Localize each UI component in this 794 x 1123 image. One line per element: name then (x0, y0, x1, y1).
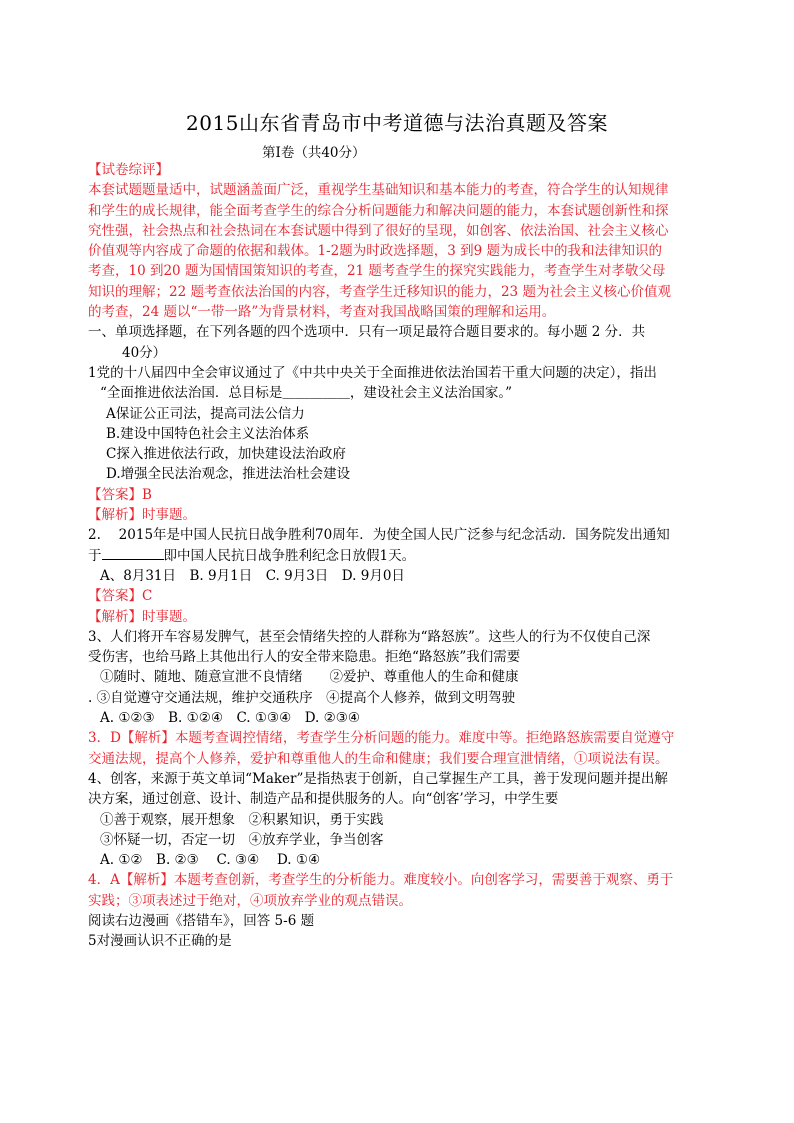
q3-options: A. ①②③ B. ①②④ C. ①③④ D. ②③④ (100, 710, 360, 727)
review-text-line: 价值观等内容成了命题的依据和载体。1-2题为时政选择题，3 到9 题为成长中的我和法律知识的 (88, 243, 662, 260)
section-heading-cont: 40分） (122, 344, 167, 361)
q3-items-cont: . ③自觉遵守交通法规，维护交通秩序 ④提高个人修养，做到文明驾驶 (88, 689, 516, 706)
q4-options: A. ①② B. ②③ C. ③④ D. ①④ (100, 852, 321, 869)
review-text-line: 考查，10 到20 题为国情国策知识的考查，21 题考查学生的探究实践能力，考查学生对孝敬父母 (88, 263, 666, 280)
q4-stem: 4、创客，来源于英文单词“Maker”是指热衷于创新，自己掌握生产工具，善于发现问题并提出解 (88, 770, 668, 787)
q3-answer-cont: 交通法规，提高个人修养，爱护和尊重他人的生命和健康；我们要合理宣泄情绪，①项说法有误。 (88, 750, 669, 767)
q2-stem-cont (88, 546, 710, 566)
q4-answer: 4．A【解析】本题考查创新，考查学生的分析能力。难度较小。向创客学习，需要善于观察、勇于 (88, 872, 674, 889)
q2-stem: 2. 2015年是中国人民抗日战争胜利70周年．为使全国人民广泛参与纪念活动．国务院发出通知 (88, 527, 670, 544)
review-header: 【试卷综评】 (88, 162, 169, 178)
q1-option-b: B.建设中国特色社会主义法治体系 (106, 425, 310, 442)
q4-answer-cont: 实践；③项表述过于绝对，④项放弃学业的观点错误。 (88, 892, 412, 909)
q2-options: A、8月31日 B. 9月1日 C. 9月3日 D. 9月0日 (100, 567, 405, 584)
review-text-line: 本套试题题量适中，试题涵盖面广泛，重视学生基础知识和基本能力的考查，符合学生的认知规律 (88, 182, 669, 199)
document-body (88, 160, 710, 952)
review-text-line: 和学生的成长规律，能全面考查学生的综合分析问题能力和解决问题的能力，本套试题创新性和探 (88, 202, 669, 219)
q2-blank (102, 547, 164, 560)
section-heading: 一、单项选择题，在下列各题的四个选项中．只有一项足最符合题目要求的。每小题 2 分．共 (88, 324, 646, 341)
q4-items-cont: ③怀疑一切，否定一切 ④放弃学业，争当创客 (100, 831, 384, 848)
q2-prefix: 于 (88, 547, 102, 564)
q1-stem-cont: “全面推进依法治国．总目标是＿＿＿＿＿，建设社会主义法治国家。” (100, 385, 513, 402)
q2-suffix: 即中国人民抗日战争胜利纪念日放假1天。 (163, 547, 416, 564)
section-subtitle: 第Ⅰ卷（共40分） (262, 145, 366, 161)
review-text-line: 的考查，24 题以“一带一路”为背景材料，考查对我国战略国策的理解和运用。 (88, 304, 556, 321)
q1-option-a: A保证公正司法，提高司法公信力 (106, 405, 305, 422)
q3-stem: 3、人们将开车容易发脾气，甚至会情绪失控的人群称为“路怒族”。这些人的行为不仅使自己深 (88, 628, 651, 645)
q2-answer: 【答案】C (88, 588, 153, 605)
q4-items: ①善于观察，展开想象 ②积累知识，勇于实践 (100, 811, 384, 828)
q5-stem: 5对漫画认识不正确的是 (88, 933, 232, 950)
q1-option-d: D.增强全民法治观念，推进法治杜会建设 (106, 466, 351, 483)
review-text-line: 知识的理解；22 题考查依法治国的内容，考查学生迁移知识的能力，23 题为社会主义核心价值观 (88, 283, 671, 300)
q4-stem-cont: 决方案，通过创意、设计、制造产品和提供服务的人。向“创客’学习，中学生要 (88, 791, 559, 808)
q1-analysis: 【解析】时事题。 (88, 507, 196, 524)
q1-answer: 【答案】B (88, 486, 152, 503)
q2-analysis: 【解析】时事题。 (88, 608, 196, 625)
q1-stem: 1党的十八届四中全会审议通过了《中共中央关于全面推进依法治国若干重大问题的决定），指出 (88, 364, 657, 381)
page-title: 2015山东省青岛市中考道德与法治真题及答案 (186, 111, 608, 135)
q3-answer: 3．D【解析】本题考查调控情绪，考查学生分析问题的能力。难度中等。拒绝路怒族需要自觉遵守 (88, 730, 675, 747)
q3-items: ①随时、随地、随意宣泄不良情绪 ②爱护、尊重他人的生命和健康 (100, 669, 519, 686)
reading-instruction: 阅读右边漫画《搭错车》，回答 5-6 题 (88, 912, 315, 929)
q1-option-c: C探入推进依法行政，加快建设法治政府 (106, 446, 346, 463)
review-text-line: 究性强，社会热点和社会热词在本套试题中得到了很好的呈现，如创客、依法治国、社会主义核心 (88, 222, 669, 239)
q3-stem-cont: 受伤害，也给马路上其他出行人的安全带来隐患。拒绝“路怒族”我们需要 (88, 649, 521, 666)
